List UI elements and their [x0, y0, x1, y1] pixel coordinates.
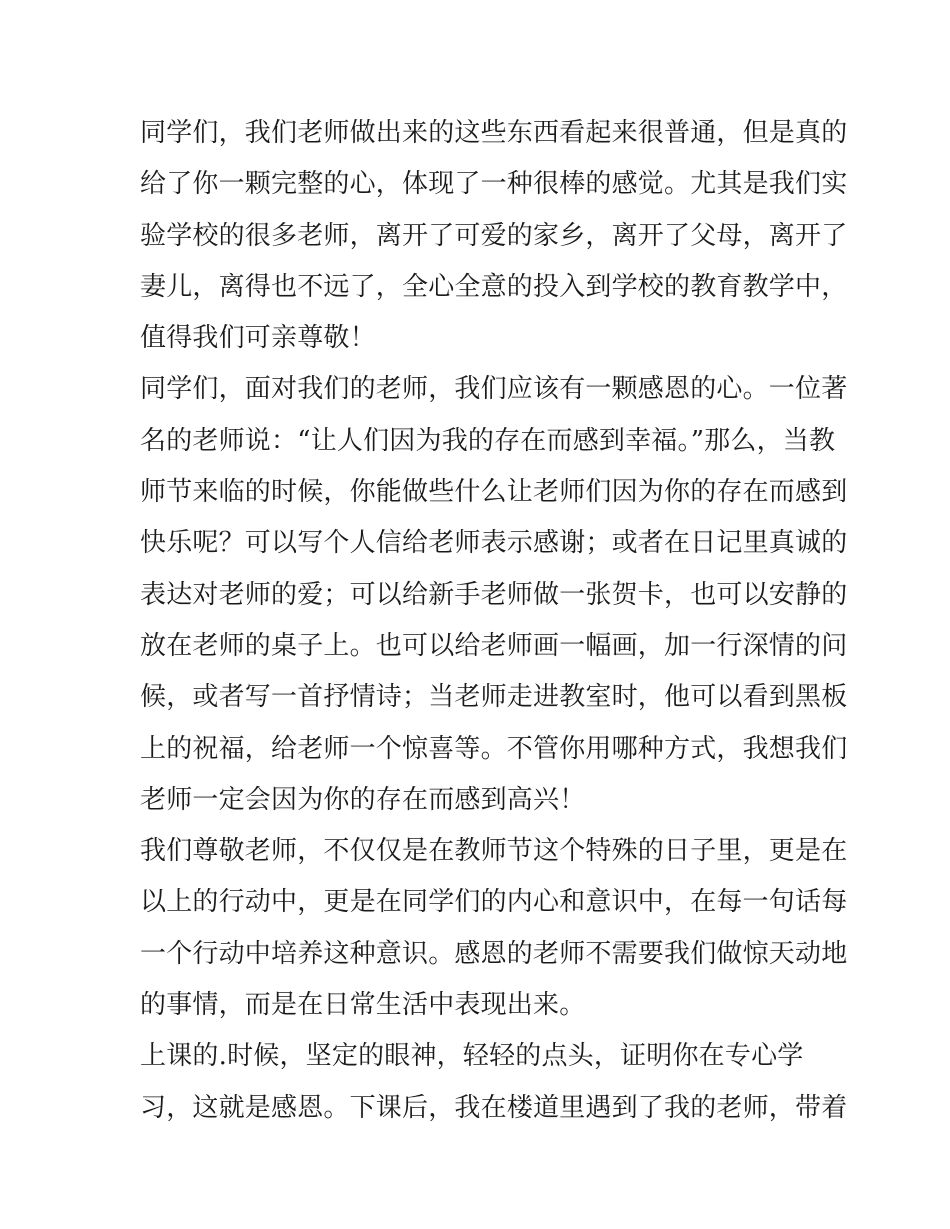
text-line: 习，这就是感恩。下课后，我在楼道里遇到了我的老师，带着	[140, 1092, 848, 1123]
text-line: 快乐呢？可以写个人信给老师表示感谢；或者在日记里真诚的	[140, 528, 848, 559]
text-line: 给了你一颗完整的心，体现了一种很棒的感觉。尤其是我们实	[140, 169, 848, 200]
text-line: 以上的行动中，更是在同学们的内心和意识中，在每一句话每	[140, 887, 848, 918]
text-line: 放在老师的桌子上。也可以给老师画一幅画，加一行深情的问	[140, 630, 848, 661]
text-line: 师节来临的时候，你能做些什么让老师们因为你的存在而感到	[140, 477, 848, 508]
document-body	[140, 108, 848, 1134]
text-line: 值得我们可亲尊敬！	[140, 323, 376, 354]
text-line: 一个行动中培养这种意识。感恩的老师不需要我们做惊天动地	[140, 938, 848, 969]
text-line: 的事情，而是在日常生活中表现出来。	[140, 990, 586, 1021]
text-line: 上课的.时候，坚定的眼神，轻轻的点头，证明你在专心学	[140, 1041, 804, 1072]
text-line: 妻儿，离得也不远了，全心全意的投入到学校的教育教学中，	[140, 271, 848, 302]
text-line: 表达对老师的爱；可以给新手老师做一张贺卡，也可以安静的	[140, 579, 848, 610]
text-line: 同学们，我们老师做出来的这些东西看起来很普通，但是真的	[140, 118, 848, 148]
text-line: 老师一定会因为你的存在而感到高兴！	[140, 784, 586, 815]
text-line: 名的老师说：“让人们因为我的存在而感到幸福。”那么，当教	[140, 425, 836, 456]
text-line: 候，或者写一首抒情诗；当老师走进教室时，他可以看到黑板	[140, 682, 848, 713]
text-line: 我们尊敬老师，不仅仅是在教师节这个特殊的日子里，更是在	[140, 836, 848, 867]
text-line: 同学们，面对我们的老师，我们应该有一颗感恩的心。一位著	[140, 374, 848, 405]
text-line: 上的祝福，给老师一个惊喜等。不管你用哪种方式，我想我们	[140, 733, 848, 764]
text-line: 验学校的很多老师，离开了可爱的家乡，离开了父母，离开了	[140, 220, 848, 251]
